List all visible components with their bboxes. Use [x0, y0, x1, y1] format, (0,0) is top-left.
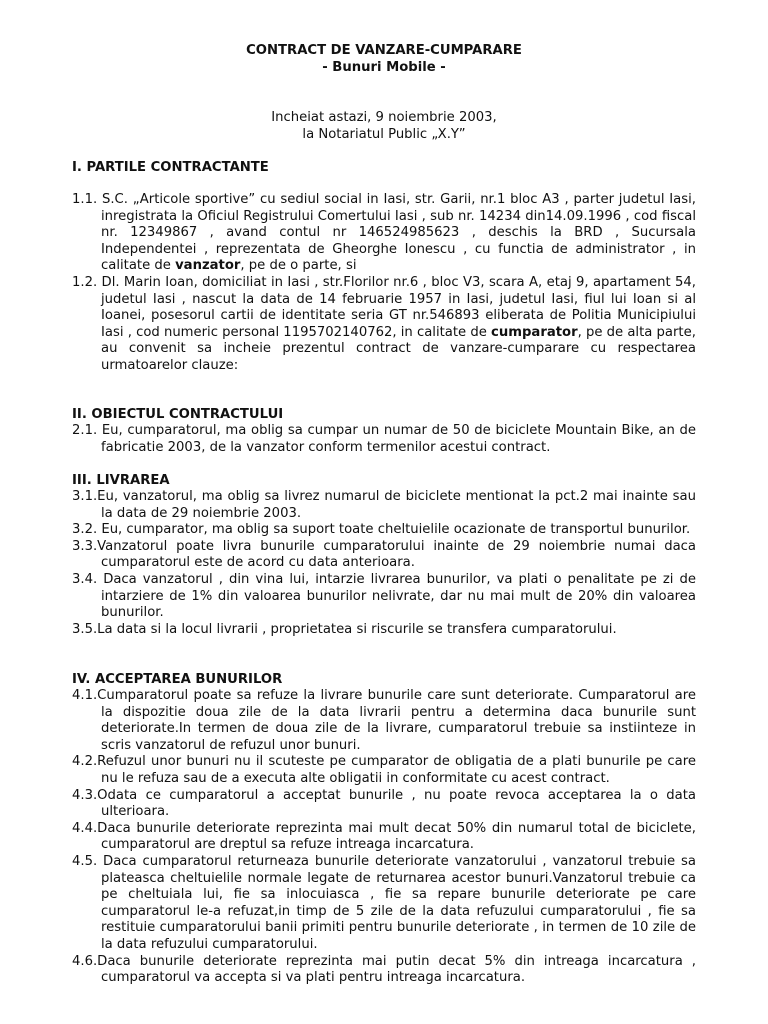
clause-4-1: 4.1.Cumparatorul poate sa refuze la livrare bunurile care sunt deteriorate. Cumparatorul are la dispozitie doua zile de la data livrarii pentru a determina daca bunurile sunt deteriorate.In termen de doua zile de la livrare, cumparatorul trebuie sa instiinteze in scris vanzatorul de refuzul unor bunuri.: [72, 688, 696, 753]
date-line: Incheiat astazi, 9 noiembrie 2003,: [271, 110, 497, 125]
clause-4-3: 4.3.Odata ce cumparatorul a acceptat bunurile , nu poate revoca acceptarea la o data ulterioara.: [72, 787, 696, 820]
section-acceptance: [72, 688, 696, 987]
clause-3-5: 3.5.La data si la locul livrarii , proprietatea si riscurile se transfera cumparatorului.: [72, 621, 617, 637]
section-heading-parties: I. PARTILE CONTRACTANTE: [72, 160, 269, 175]
clause-4-4: 4.4.Daca bunurile deteriorate reprezinta mai mult decat 50% din numarul total de biciclete, cumparatorul are dreptul sa refuze intreaga incarcatura.: [72, 820, 696, 853]
title-line: CONTRACT DE VANZARE-CUMPARARE: [246, 43, 522, 58]
clause-3-4: 3.4. Daca vanzatorul , din vina lui, intarzie livrarea bunurilor, va plati o penalitate pe zi de intarziere de 1% din valoarea bunurilor nelivrate, dar nu mai mult de 20% din valoarea bunurilor.: [72, 571, 696, 621]
contract-title: [72, 43, 696, 76]
role-buyer: cumparator: [491, 324, 578, 340]
clause-3-1: 3.1.Eu, vanzatorul, ma oblig sa livrez numarul de biciclete mentionat la pct.2 mai inainte sau la data de 29 noiembrie 2003.: [72, 489, 696, 521]
section-heading-delivery: III. LIVRAREA: [72, 473, 170, 488]
section-delivery: [72, 489, 696, 638]
clause-1-1: 1.1. S.C. „Articole sportive” cu sediul social in Iasi, str. Garii, nr.1 bloc A3 , parter judetul Iasi, inregistrata la Oficiul Registrului Comertului Iasi , sub nr. 14234 din14.09.1996 , cod fiscal nr. 12349867 , avand contul nr 146524985623 , deschis la BRD , Sucursala Independentei , reprezentata de Gheorghe Ionescu , cu functia de administrator , in calitate de vanzator, pe de o parte, si: [72, 192, 696, 274]
notary-line: la Notariatul Public „X.Y”: [302, 126, 466, 142]
subtitle-line: - Bunuri Mobile -: [322, 59, 446, 75]
section-object: [72, 423, 696, 456]
section-heading-object: II. OBIECTUL CONTRACTULUI: [72, 407, 284, 422]
clause-4-6: 4.6.Daca bunurile deteriorate reprezinta mai putin decat 5% din intreaga incarcatura , cumparatorul va accepta si va plati pentru intreaga incarcatura.: [72, 953, 696, 986]
contract-place-date: [72, 110, 696, 143]
clause-2-1: 2.1. Eu, cumparatorul, ma oblig sa cumpar un numar de 50 de biciclete Mountain Bike, an de fabricatie 2003, de la vanzator conform termenilor acestui contract.: [72, 423, 696, 455]
clause-4-2: 4.2.Refuzul unor bunuri nu il scuteste pe cumparator de obligatia de a plati bunurile pe care nu le refuza sau de a executa alte obligatii in conformitate cu acest contract.: [72, 754, 696, 786]
clause-3-3: 3.3.Vanzatorul poate livra bunurile cumparatorului inainte de 29 noiembrie numai daca cumparatorul este de acord cu data anterioara.: [72, 538, 696, 571]
role-seller: vanzator: [175, 258, 241, 274]
clause-1-2: 1.2. Dl. Marin Ioan, domiciliat in Iasi , str.Florilor nr.6 , bloc V3, scara A, etaj 9, apartament 54, judetul Iasi , nascut la data de 14 februarie 1957 in Iasi, judetul Iasi, fiul lui Ioan si al Ioanei, posesorul cartii de identitate seria GT nr.546893 eliberata de Politia Municipiului Iasi , cod numeric personal 1195702140762, in calitate de cumparator, pe de alta parte,: [72, 274, 696, 340]
clause-3-2: 3.2. Eu, cumparator, ma oblig sa suport toate cheltuielile ocazionate de transportul bunurilor.: [72, 522, 691, 538]
clause-4-5: 4.5. Daca cumparatorul returneaza bunurile deteriorate vanzatorului , vanzatorul trebuie sa plateasca cheltuielile normale legate de returnarea acestor bunuri.Vanzatorul trebuie ca pe cheltuiala lui, fie sa inlocuiasca , fie sa repare bunurile deteriorate pe care cumparatorul le-a refuzat,in timp de 5 zile de la data refuzului cumparatorului , fie sa restituie cumparatorului banii primiti pentru bunurile deteriorate , in termen de 10 zile de la data refuzului cumparatorului.: [72, 853, 696, 952]
parties-closing: au convenit sa incheie prezentul contract de vanzare-cumparare cu respectarea urmatoarelor clauze:: [101, 341, 696, 373]
section-heading-acceptance: IV. ACCEPTAREA BUNURILOR: [72, 672, 283, 687]
section-parties: [72, 192, 696, 375]
